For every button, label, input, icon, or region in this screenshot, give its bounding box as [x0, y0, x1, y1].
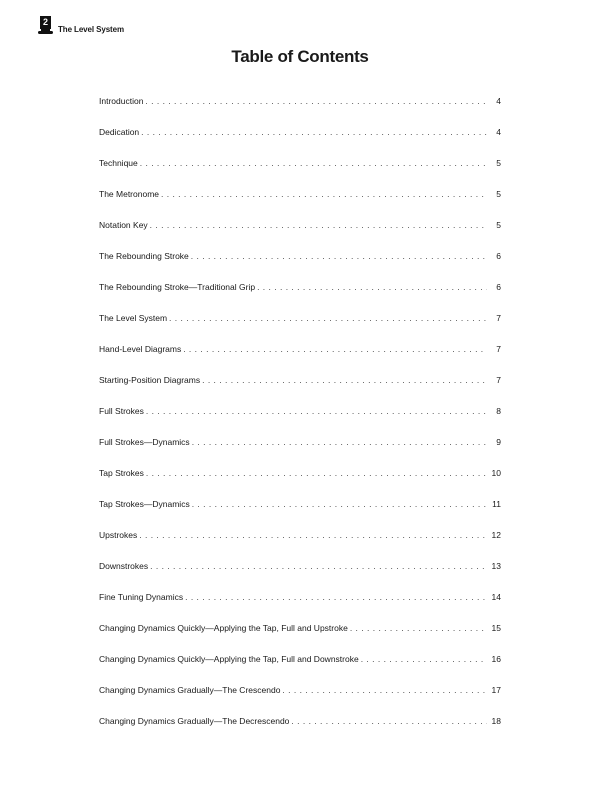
toc-entry[interactable]	[99, 436, 501, 467]
section-name: The Level System	[58, 25, 124, 34]
toc-entry-page: 18	[491, 716, 501, 726]
toc-entry-label: Tap Strokes—Dynamics	[99, 499, 190, 509]
page-title: Table of Contents	[231, 47, 369, 66]
dot-leader	[139, 529, 487, 541]
toc-entry[interactable]	[99, 374, 501, 405]
toc-entry-label: Fine Tuning Dynamics	[99, 592, 184, 602]
toc-entry[interactable]	[99, 95, 501, 126]
toc-entry-page: 6	[496, 282, 501, 292]
toc-entry-page: 5	[496, 220, 501, 230]
toc-entry[interactable]	[99, 498, 501, 529]
toc-entry-page: 8	[496, 406, 501, 416]
toc-entry-page: 4	[496, 96, 501, 106]
toc-entry-page: 7	[496, 375, 501, 385]
toc-entry-label: Upstrokes	[99, 530, 138, 540]
running-header	[38, 16, 158, 40]
toc-entry[interactable]	[99, 622, 501, 653]
toc-entry-label: Dedication	[99, 127, 140, 137]
toc-entry-label: The Level System	[99, 313, 168, 323]
toc-entry[interactable]	[99, 653, 501, 684]
dot-leader	[192, 436, 487, 448]
dot-leader	[150, 219, 487, 231]
toc-entry-page: 7	[496, 313, 501, 323]
toc-entry-page: 11	[492, 499, 501, 509]
dot-leader	[282, 684, 487, 696]
toc-entry-label: Changing Dynamics Quickly—Applying the Tap, Full and Upstroke	[99, 623, 348, 633]
toc-entry-label: Tap Strokes	[99, 468, 144, 478]
toc-entry-label: Full Strokes—Dynamics	[99, 437, 190, 447]
dot-leader	[145, 95, 487, 107]
toc-entry-page: 5	[496, 189, 501, 199]
toc-entry[interactable]	[99, 529, 501, 560]
dot-leader	[141, 126, 487, 138]
toc-entry-page: 7	[496, 344, 501, 354]
toc-entry-page: 14	[491, 592, 501, 602]
dot-leader	[185, 591, 487, 603]
dot-leader	[257, 281, 487, 293]
toc-entry-label: Introduction	[99, 96, 144, 106]
toc-entry[interactable]	[99, 157, 501, 188]
toc-entry-page: 15	[491, 623, 501, 633]
dot-leader	[150, 560, 487, 572]
toc-entry-label: The Metronome	[99, 189, 159, 199]
toc-entry[interactable]	[99, 684, 501, 715]
dot-leader	[183, 343, 487, 355]
toc-entry-page: 10	[491, 468, 501, 478]
toc-entry-page: 5	[496, 158, 501, 168]
dot-leader	[169, 312, 487, 324]
toc-entry[interactable]	[99, 560, 501, 591]
toc-entry-page: 16	[491, 654, 501, 664]
dot-leader	[291, 715, 487, 727]
toc-entry-label: Notation Key	[99, 220, 148, 230]
top-hat-icon	[38, 16, 54, 38]
toc-entry-label: Technique	[99, 158, 138, 168]
page-number: 2	[40, 16, 51, 29]
toc-entry-label: Starting-Position Diagrams	[99, 375, 201, 385]
toc-entry[interactable]	[99, 591, 501, 622]
dot-leader	[146, 405, 487, 417]
toc-entry-page: 13	[491, 561, 501, 571]
toc-entry-label: Changing Dynamics Gradually—The Crescendo	[99, 685, 281, 695]
toc-entry-label: Hand-Level Diagrams	[99, 344, 182, 354]
toc-entry-label: The Rebounding Stroke—Traditional Grip	[99, 282, 256, 292]
toc-entry[interactable]	[99, 188, 501, 219]
toc-entry-label: Changing Dynamics Gradually—The Decrescendo	[99, 716, 290, 726]
toc-entry-label: Downstrokes	[99, 561, 149, 571]
dot-leader	[146, 467, 487, 479]
toc-entry-page: 4	[496, 127, 501, 137]
dot-leader	[350, 622, 487, 634]
toc-entry[interactable]	[99, 405, 501, 436]
toc-entry[interactable]	[99, 343, 501, 374]
toc-entry[interactable]	[99, 467, 501, 498]
toc-entry[interactable]	[99, 715, 501, 746]
toc-entry[interactable]	[99, 281, 501, 312]
dot-leader	[161, 188, 487, 200]
dot-leader	[192, 498, 487, 510]
toc-entry-page: 9	[496, 437, 501, 447]
table-of-contents	[99, 95, 501, 746]
toc-entry-label: The Rebounding Stroke	[99, 251, 189, 261]
dot-leader	[202, 374, 487, 386]
toc-entry[interactable]	[99, 219, 501, 250]
toc-entry-page: 17	[491, 685, 501, 695]
dot-leader	[140, 157, 487, 169]
dot-leader	[361, 653, 487, 665]
dot-leader	[191, 250, 487, 262]
toc-entry-page: 12	[491, 530, 501, 540]
toc-entry[interactable]	[99, 126, 501, 157]
toc-entry[interactable]	[99, 312, 501, 343]
toc-entry-label: Full Strokes	[99, 406, 144, 416]
toc-entry-label: Changing Dynamics Quickly—Applying the Tap, Full and Downstroke	[99, 654, 359, 664]
toc-entry-page: 6	[496, 251, 501, 261]
toc-entry[interactable]	[99, 250, 501, 281]
